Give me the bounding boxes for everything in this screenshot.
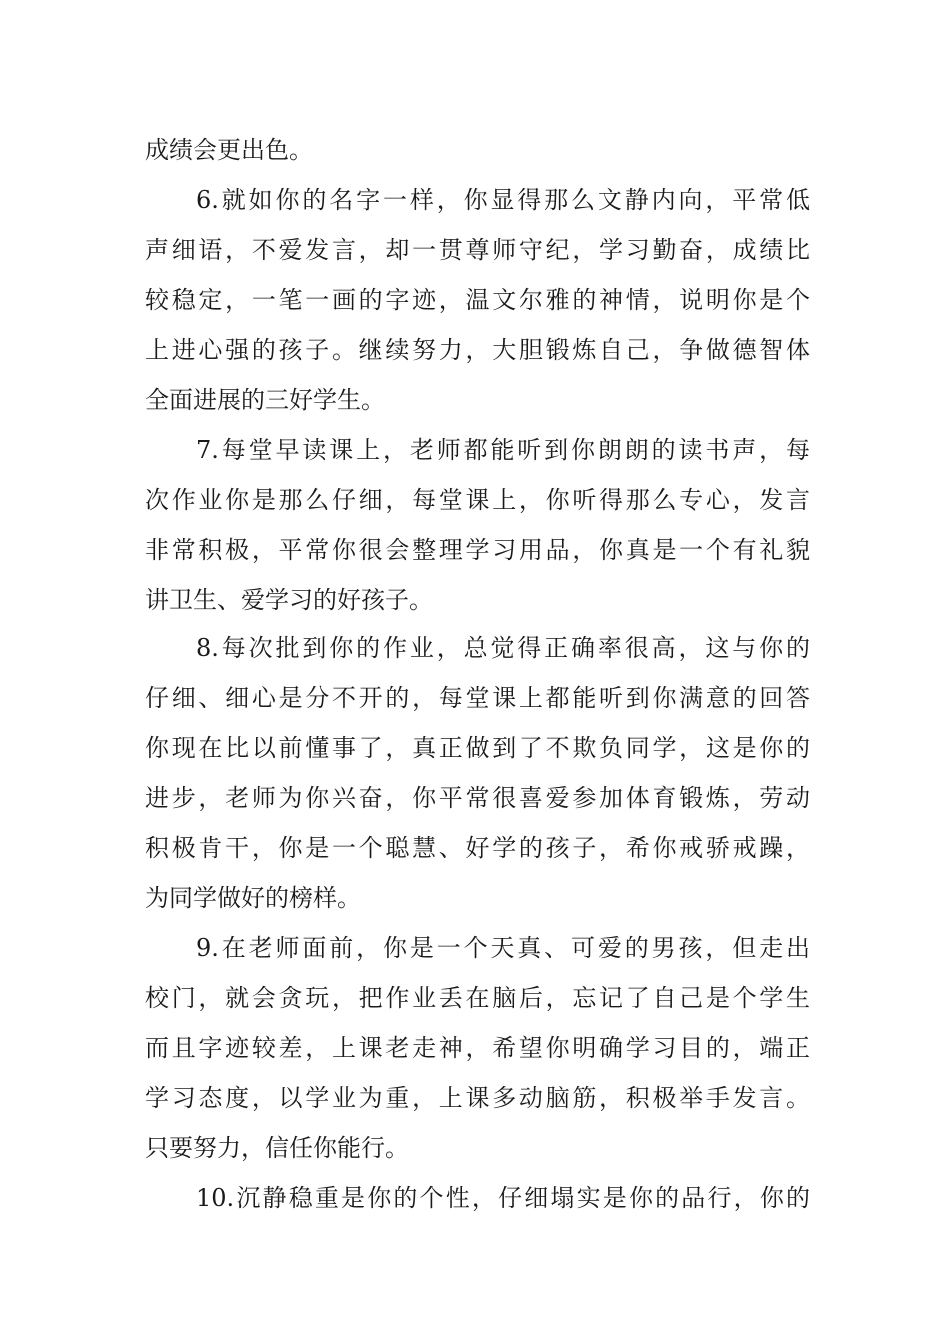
text-line: 学习态度，以学业为重，上课多动脑筋，积极举手发言。 (145, 1084, 810, 1112)
text-line: 上进心强的孩子。继续努力，大胆锻炼自己，争做德智体 (145, 336, 810, 364)
text-line: 只要努力，信任你能行。 (145, 1134, 409, 1162)
text-line: 校门，就会贪玩，把作业丢在脑后，忘记了自己是个学生 (145, 984, 810, 1012)
text-line: 7.每堂早读课上，老师都能听到你朗朗的读书声，每 (196, 436, 810, 464)
text-line: 9.在老师面前，你是一个天真、可爱的男孩，但走出 (196, 934, 810, 962)
text-line: 8.每次批到你的作业，总觉得正确率很高，这与你的 (196, 634, 810, 662)
text-line: 仔细、细心是分不开的，每堂课上都能听到你满意的回答 (145, 684, 810, 712)
text-line: 积极肯干，你是一个聪慧、好学的孩子，希你戒骄戒躁， (145, 834, 810, 862)
text-line: 6.就如你的名字一样，你显得那么文静内向，平常低 (196, 186, 810, 214)
text-line: 而且字迹较差，上课老走神，希望你明确学习目的，端正 (145, 1034, 810, 1062)
text-line: 成绩会更出色。 (145, 136, 313, 164)
text-line: 进步，老师为你兴奋，你平常很喜爱参加体育锻炼，劳动 (145, 784, 810, 812)
text-line: 为同学做好的榜样。 (145, 884, 361, 912)
text-line: 声细语，不爱发言，却一贯尊师守纪，学习勤奋，成绩比 (145, 236, 810, 264)
text-line: 讲卫生、爱学习的好孩子。 (145, 586, 433, 614)
text-line: 10.沉静稳重是你的个性，仔细塌实是你的品行，你的 (196, 1184, 810, 1212)
text-line: 全面进展的三好学生。 (145, 386, 385, 414)
text-line: 较稳定，一笔一画的字迹，温文尔雅的神情，说明你是个 (145, 286, 810, 314)
text-line: 次作业你是那么仔细，每堂课上，你听得那么专心，发言 (145, 486, 810, 514)
text-line: 你现在比以前懂事了，真正做到了不欺负同学，这是你的 (145, 734, 810, 762)
text-line: 非常积极，平常你很会整理学习用品，你真是一个有礼貌 (145, 536, 810, 564)
